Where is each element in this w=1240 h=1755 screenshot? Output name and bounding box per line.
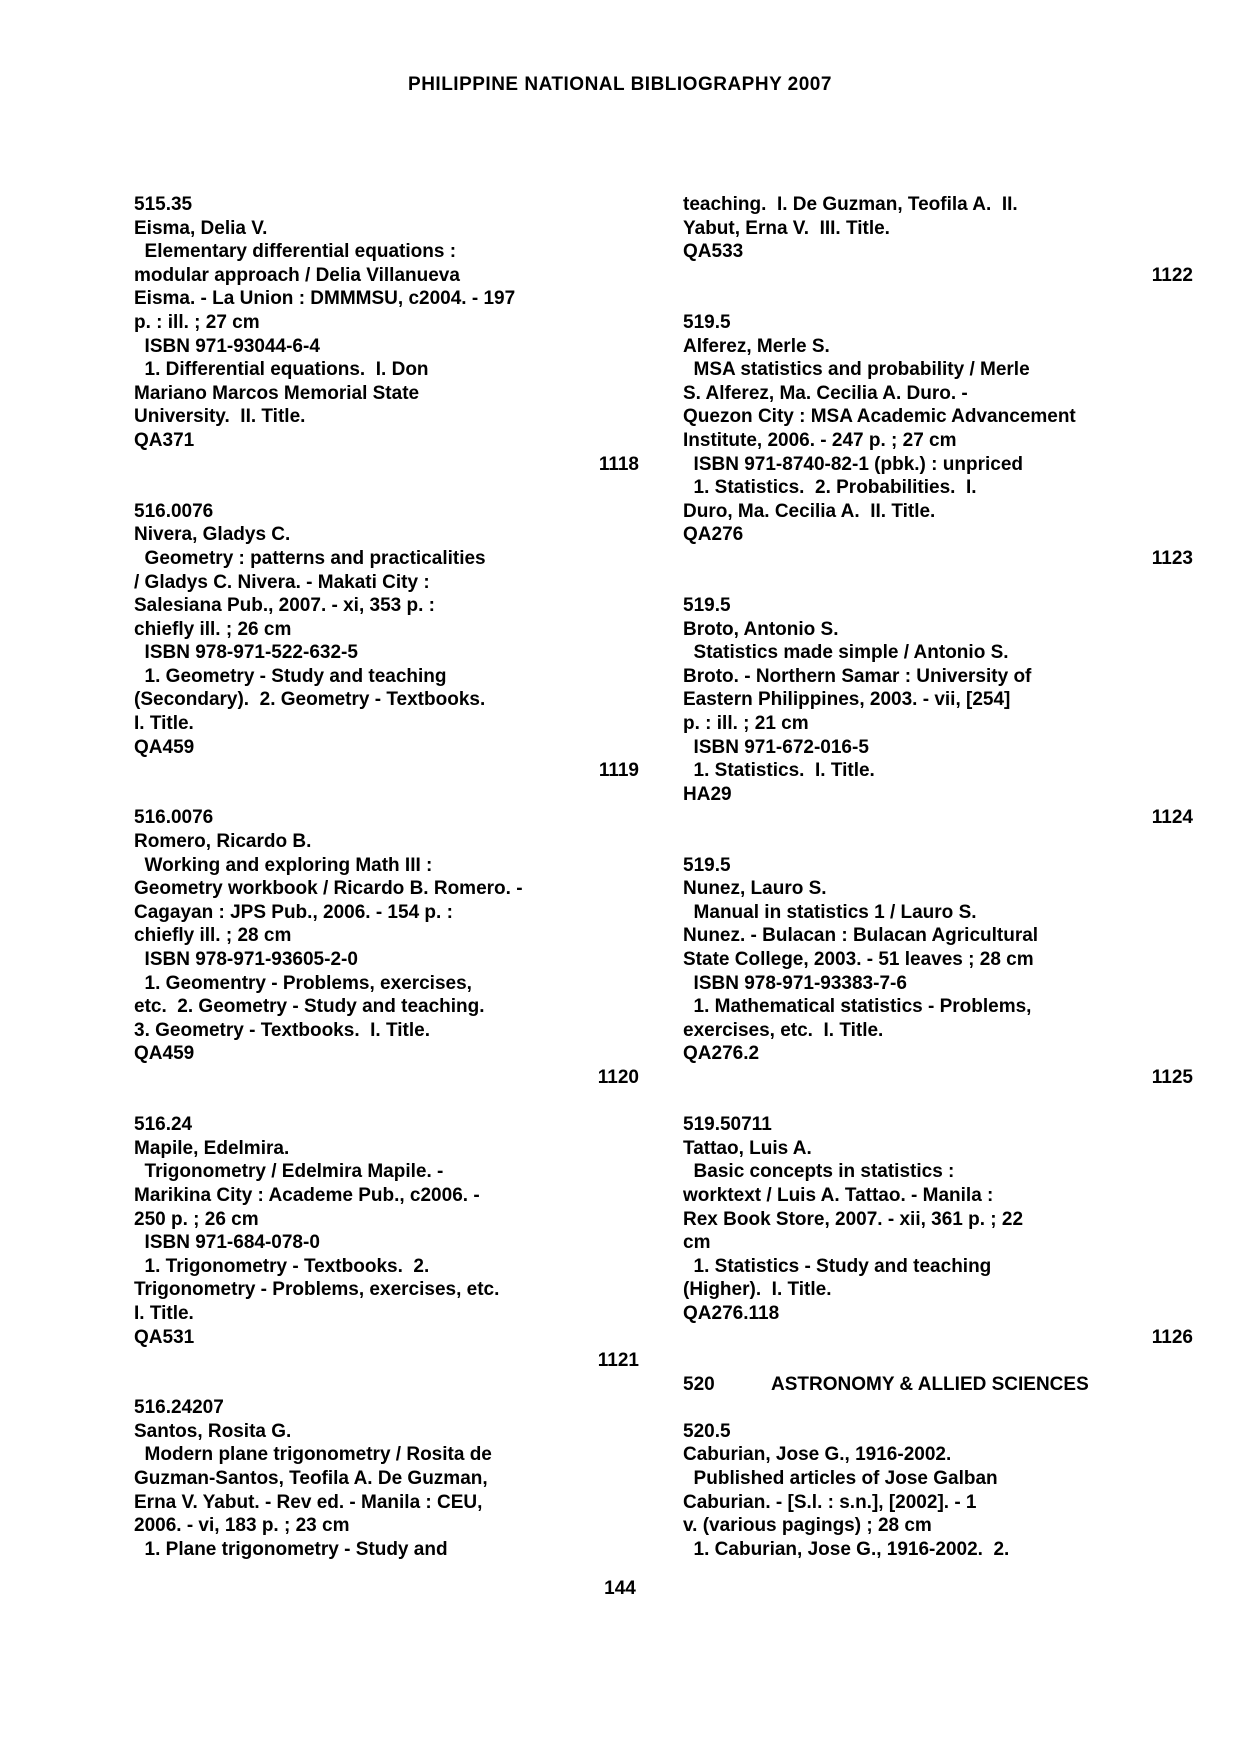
entry-line: 516.0076 [134, 500, 214, 522]
entry-line: 1. Geomentry - Problems, exercises, [134, 972, 472, 994]
entry-line: Cagayan : JPS Pub., 2006. - 154 p. : [134, 901, 453, 923]
entry-number: 1123 [1151, 547, 1193, 569]
entry-line: Duro, Ma. Cecilia A. II. Title. [683, 500, 936, 522]
entry-line: Yabut, Erna V. III. Title. [683, 217, 890, 239]
entry-line: State College, 2003. - 51 leaves ; 28 cm [683, 949, 1034, 970]
entry-line: 1. Geometry - Study and teaching [134, 665, 447, 687]
entry-number: 1125 [1151, 1066, 1193, 1088]
entry-line: Santos, Rosita G. [134, 1420, 292, 1442]
entry-line: QA276 [683, 524, 744, 546]
entry-line: 1. Plane trigonometry - Study and [134, 1538, 448, 1560]
spacer [134, 1090, 639, 1114]
entry-line: Eisma. - La Union : DMMMSU, c2004. - 197 [134, 288, 516, 310]
entry-line: 519.5 [683, 854, 731, 876]
spacer [683, 571, 1193, 595]
entry-line: Trigonometry - Problems, exercises, etc. [134, 1279, 500, 1301]
section-number: 520 [683, 1373, 715, 1395]
entry-line: QA276.118 [683, 1302, 780, 1324]
entry-line: Eastern Philippines, 2003. - vii, [254] [683, 689, 1011, 711]
entry-line: 1. Statistics. 2. Probabilities. I. [683, 477, 977, 499]
entry-line: ISBN 971-684-078-0 [134, 1232, 320, 1254]
entry-number: 1118 [598, 453, 639, 475]
entry-line: I. Title. [134, 713, 194, 735]
entry-line: teaching. I. De Guzman, Teofila A. II. [683, 194, 1018, 215]
entry-line: Quezon City : MSA Academic Advancement [683, 406, 1076, 428]
entry-line: Guzman-Santos, Teofila A. De Guzman, [134, 1468, 488, 1490]
entry-line: QA533 [683, 241, 744, 263]
entry-line: Published articles of Jose Galban [683, 1468, 998, 1490]
entry-line: 516.0076 [134, 807, 214, 829]
entry-line: cm [683, 1232, 711, 1254]
entry-line: Caburian. - [S.l. : s.n.], [2002]. - 1 [683, 1491, 977, 1513]
entry-line: 520.5 [683, 1420, 731, 1442]
section-heading [683, 1373, 1193, 1397]
spacer [683, 830, 1193, 854]
entry-line: HA29 [683, 783, 732, 805]
entry-line: 1. Statistics - Study and teaching [683, 1255, 992, 1277]
entry-line: University. II. Title. [134, 406, 306, 428]
entry-line: 519.5 [683, 311, 731, 333]
entry-line: ISBN 978-971-522-632-5 [134, 642, 358, 664]
entry-line: 516.24207 [134, 1397, 224, 1419]
entry-line: Mapile, Edelmira. [134, 1137, 290, 1159]
entry-line: Modern plane trigonometry / Rosita de [134, 1444, 492, 1466]
entry-line: p. : ill. ; 27 cm [134, 311, 260, 333]
entry-line: Romero, Ricardo B. [134, 831, 312, 853]
spacer [683, 1349, 1193, 1373]
entry-line: etc. 2. Geometry - Study and teaching. [134, 996, 485, 1018]
entry-line: Erna V. Yabut. - Rev ed. - Manila : CEU, [134, 1491, 483, 1513]
left-column [134, 193, 639, 1561]
entry-line: I. Title. [134, 1302, 194, 1324]
entry-line: MSA statistics and probability / Merle [683, 359, 1030, 381]
entry-line: 2006. - vi, 183 p. ; 23 cm [134, 1515, 350, 1537]
entry-line: Mariano Marcos Memorial State [134, 382, 420, 404]
entry-line: QA459 [134, 1043, 195, 1065]
entry-line: worktext / Luis A. Tattao. - Manila : [683, 1184, 994, 1206]
entry-line: Broto. - Northern Samar : University of [683, 665, 1032, 687]
entry-line: Institute, 2006. - 247 p. ; 27 cm [683, 429, 957, 451]
entry-line: v. (various pagings) ; 28 cm [683, 1515, 932, 1537]
entry-line: 250 p. ; 26 cm [134, 1208, 259, 1230]
spacer [683, 287, 1193, 311]
spacer [134, 1373, 639, 1397]
page-header: PHILIPPINE NATIONAL BIBLIOGRAPHY 2007 [408, 74, 832, 95]
entry-line: S. Alferez, Ma. Cecilia A. Duro. - [683, 382, 968, 404]
entry-line: Alferez, Merle S. [683, 335, 830, 357]
entry-line: Nunez. - Bulacan : Bulacan Agricultural [683, 925, 1039, 947]
entry-line: 516.24 [134, 1114, 193, 1136]
entry-line: ISBN 978-971-93605-2-0 [134, 949, 358, 970]
entry-line: QA276.2 [683, 1043, 760, 1065]
entry-line: 1. Differential equations. I. Don [134, 359, 429, 381]
right-column [683, 193, 1193, 1561]
entry-number: 1124 [1151, 807, 1193, 829]
entry-line: Basic concepts in statistics : [683, 1161, 955, 1183]
spacer [683, 1090, 1193, 1114]
entry-line: Statistics made simple / Antonio S. [683, 642, 1009, 664]
entry-line: 515.35 [134, 194, 193, 215]
entry-number: 1122 [1151, 264, 1193, 286]
entry-line: Trigonometry / Edelmira Mapile. - [134, 1161, 444, 1183]
section-title: ASTRONOMY & ALLIED SCIENCES [771, 1373, 1089, 1395]
entry-line: 1. Mathematical statistics - Problems, [683, 996, 1032, 1018]
entry-line: ISBN 971-93044-6-4 [134, 335, 320, 357]
entry-line: p. : ill. ; 21 cm [683, 713, 809, 735]
entry-line: exercises, etc. I. Title. [683, 1019, 884, 1041]
entry-line: Caburian, Jose G., 1916-2002. [683, 1444, 952, 1466]
entry-line: 1. Statistics. I. Title. [683, 760, 875, 782]
spacer [134, 783, 639, 807]
entry-number: 1126 [1151, 1326, 1193, 1348]
entry-line: ISBN 971-8740-82-1 (pbk.) : unpriced [683, 453, 1023, 475]
entry-line: Elementary differential equations : [134, 241, 457, 263]
entry-line: QA459 [134, 736, 195, 758]
entry-number: 1120 [597, 1066, 639, 1088]
entry-line: ISBN 971-672-016-5 [683, 736, 869, 758]
page-number: 144 [604, 1578, 636, 1599]
entry-line: chiefly ill. ; 28 cm [134, 925, 292, 947]
entry-line: Marikina City : Academe Pub., c2006. - [134, 1184, 480, 1206]
entry-number: 1119 [598, 760, 639, 782]
entry-number: 1121 [597, 1350, 639, 1372]
entry-line: QA531 [134, 1326, 195, 1348]
entry-line: Geometry : patterns and practicalities [134, 547, 486, 569]
entry-line: 3. Geometry - Textbooks. I. Title. [134, 1019, 430, 1041]
entry-line: ISBN 978-971-93383-7-6 [683, 972, 907, 994]
entry-line: Tattao, Luis A. [683, 1137, 812, 1159]
entry-line: Rex Book Store, 2007. - xii, 361 p. ; 22 [683, 1208, 1024, 1230]
entry-line: 1. Caburian, Jose G., 1916-2002. 2. [683, 1538, 1010, 1560]
entry-line: / Gladys C. Nivera. - Makati City : [134, 571, 430, 593]
entry-line: Nunez, Lauro S. [683, 878, 827, 900]
entry-line: QA371 [134, 429, 195, 451]
entry-line: Working and exploring Math III : [134, 854, 433, 876]
entry-line: Salesiana Pub., 2007. - xi, 353 p. : [134, 595, 435, 617]
entry-line: 519.5 [683, 595, 731, 617]
entry-line: Broto, Antonio S. [683, 618, 839, 640]
entry-line: Eisma, Delia V. [134, 217, 268, 239]
entry-line: chiefly ill. ; 26 cm [134, 618, 292, 640]
entry-line: (Secondary). 2. Geometry - Textbooks. [134, 689, 486, 711]
spacer [134, 476, 639, 500]
entry-line: Nivera, Gladys C. [134, 524, 291, 546]
spacer [683, 1396, 1193, 1420]
entry-line: modular approach / Delia Villanueva [134, 264, 460, 286]
entry-line: (Higher). I. Title. [683, 1279, 832, 1301]
entry-line: Manual in statistics 1 / Lauro S. [683, 901, 977, 923]
entry-line: 1. Trigonometry - Textbooks. 2. [134, 1255, 430, 1277]
entry-line: 519.50711 [683, 1114, 772, 1136]
entry-line: Geometry workbook / Ricardo B. Romero. - [134, 878, 523, 900]
